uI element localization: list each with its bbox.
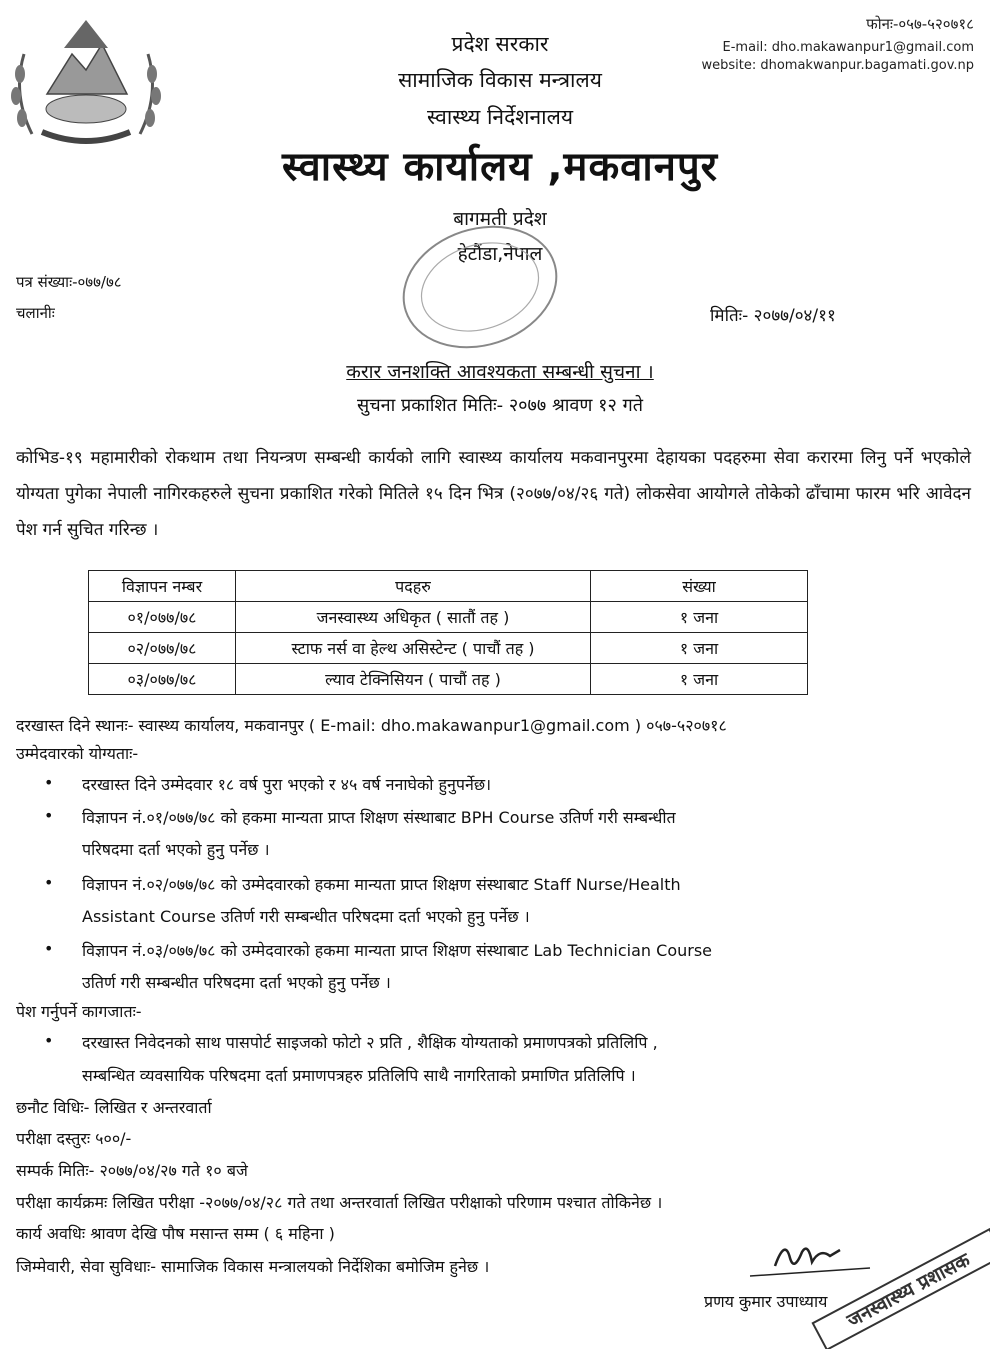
province-name: बागमती प्रदेश <box>453 208 547 230</box>
documents-item-continued: सम्बन्धित व्यवसायिक परिषदमा दर्ता प्रमाणपत्रहरु प्रतिलिपि साथै नागरिताको प्रमाणित प्रतिलिपि । <box>82 1066 636 1085</box>
signature-area <box>690 1228 990 1349</box>
government-name: प्रदेश सरकार <box>451 32 549 56</box>
posts-table <box>88 570 808 695</box>
svg-text:जनस्वास्थ्य प्रशासक: जनस्वास्थ्य प्रशासक <box>843 1248 974 1332</box>
letter-date: मितिः- २०७७/०४/११ <box>710 306 836 326</box>
exam-schedule: परीक्षा कार्यक्रमः लिखित परीक्षा -२०७७/०४/२८ गते तथा अन्तरवार्ता लिखित परीक्षाको परिणाम पश्चात तोकिनेछ । <box>16 1193 663 1212</box>
city-name: हेटौंडा,नेपाल <box>457 243 543 265</box>
table-row <box>89 633 808 664</box>
eligibility-item: विज्ञापन नं.०२/०७७/७८ को उम्मेदवारको हकमा मान्यता प्राप्त शिक्षण संस्थाबाट Staff Nurse/Health <box>82 875 681 894</box>
notice-body: कोभिड-१९ महामारीको रोकथाम तथा नियन्त्रण सम्बन्धी कार्यको लागि स्वास्थ्य कार्यालय मकवानपुरमा देहायका पदहरुमा सेवा करारमा लिनु पर्ने भएकोले योग्यता पुगेका नेपाली नागिरकहरुले सुचना प्रकाशित गरेको मितिले १५ दिन भित्र (२०७७/०४/२६ गते) लोकसेवा आयोगले तोकेको ढाँचामा फारम भरि आवेदन पेश गर्न सुचित गरिन्छ । <box>16 448 971 540</box>
bullet-icon: • <box>44 939 54 958</box>
signatory-name: प्रणय कुमार उपाध्याय <box>704 1292 828 1311</box>
column-header: पदहरु <box>236 571 591 602</box>
contact-date: सम्पर्क मितिः- २०७७/०४/२७ गते १० बजे <box>16 1161 248 1180</box>
office-stamp-icon <box>395 222 565 352</box>
eligibility-item-continued: Assistant Course उतिर्ण गरी सम्बन्धीत परिषदमा दर्ता भएको हुनु पर्नेछ । <box>82 907 530 926</box>
bullet-icon: • <box>44 806 54 825</box>
email-address: E-mail: dho.makawanpur1@gmail.com <box>722 40 974 55</box>
letter-number: पत्र संख्याः-०७७/७८ <box>16 273 122 291</box>
office-name: स्वास्थ्य कार्यालय ,मकवानपुर <box>281 144 719 190</box>
table-cell: ०१/०७७/७८ <box>89 602 236 633</box>
ministry-name: सामाजिक विकास मन्त्रालय <box>398 68 602 92</box>
eligibility-item: विज्ञापन नं.०१/०७७/७८ को हकमा मान्यता प्राप्त शिक्षण संस्थाबाट BPH Course उतिर्ण गरी सम्बन्धीत <box>82 808 676 827</box>
eligibility-item: विज्ञापन नं.०३/०७७/७८ को उम्मेदवारको हकमा मान्यता प्राप्त शिक्षण संस्थाबाट Lab Technician Course <box>82 941 713 960</box>
dispatch-number: चलानीः <box>16 304 55 322</box>
column-header: विज्ञापन नम्बर <box>89 571 236 602</box>
table-row <box>89 664 808 695</box>
bullet-icon: • <box>44 873 54 892</box>
table-cell: ०२/०७७/७८ <box>89 633 236 664</box>
table-cell: ०३/०७७/७८ <box>89 664 236 695</box>
column-header: संख्या <box>591 571 808 602</box>
directorate-name: स्वास्थ्य निर्देशनालय <box>426 105 574 129</box>
documents-item: दरखास्त निवेदनको साथ पासपोर्ट साइजको फोटो २ प्रति , शैक्षिक योग्यताको प्रमाणपत्रको प्रतिलिपि , <box>82 1033 658 1052</box>
published-date: सुचना प्रकाशित मितिः- २०७७ श्रावण १२ गते <box>357 395 643 416</box>
table-cell: ल्याव टेक्निसियन ( पाचौं तह ) <box>236 664 591 695</box>
application-place: दरखास्त दिने स्थानः- स्वास्थ्य कार्यालय, मकवानपुर ( E-mail: dho.makawanpur1@gmail.com ) ०५७-५२०७१८ <box>16 716 727 735</box>
bullet-icon: • <box>44 773 54 792</box>
table-cell: १ जना <box>591 664 808 695</box>
eligibility-item-continued: उतिर्ण गरी सम्बन्धीत परिषदमा दर्ता भएको हुनु पर्नेछ । <box>82 973 391 992</box>
exam-fee: परीक्षा दस्तुरः ५००/- <box>16 1129 132 1148</box>
work-period: कार्य अवधिः श्रावण देखि पौष मसान्त सम्म ( ६ महिना ) <box>16 1224 335 1243</box>
documents-heading: पेश गर्नुपर्ने कागजातः- <box>16 1002 142 1021</box>
selection-method: छनौट विधिः- लिखित र अन्तरवार्ता <box>16 1098 212 1117</box>
table-cell: जनस्वास्थ्य अधिकृत ( सातौं तह ) <box>236 602 591 633</box>
table-row <box>89 602 808 633</box>
phone-number: फोनः-०५७-५२०७१८ <box>866 15 974 33</box>
signature-icon <box>775 1249 840 1266</box>
website-address: website: dhomakwanpur.bagamati.gov.np <box>701 58 974 73</box>
table-header-row <box>89 571 808 602</box>
eligibility-item: दरखास्त दिने उम्मेदवार १८ वर्ष पुरा भएको र ४५ वर्ष ननाघेको हुनुपर्नेछ। <box>82 775 492 794</box>
table-cell: १ जना <box>591 602 808 633</box>
table-cell: स्टाफ नर्स वा हेल्थ असिस्टेन्ट ( पाचौं तह ) <box>236 633 591 664</box>
eligibility-item-continued: परिषदमा दर्ता भएको हुनु पर्नेछ । <box>82 840 270 859</box>
eligibility-heading: उम्मेदवारको योग्यताः- <box>16 744 139 763</box>
table-cell: १ जना <box>591 633 808 664</box>
notice-title: करार जनशक्ति आवश्यकता सम्बन्धी सुचना । <box>346 361 654 383</box>
responsibility: जिम्मेवारी, सेवा सुविधाः- सामाजिक विकास मन्त्रालयको निर्देशिका बमोजिम हुनेछ । <box>16 1257 490 1276</box>
bullet-icon: • <box>44 1031 54 1050</box>
